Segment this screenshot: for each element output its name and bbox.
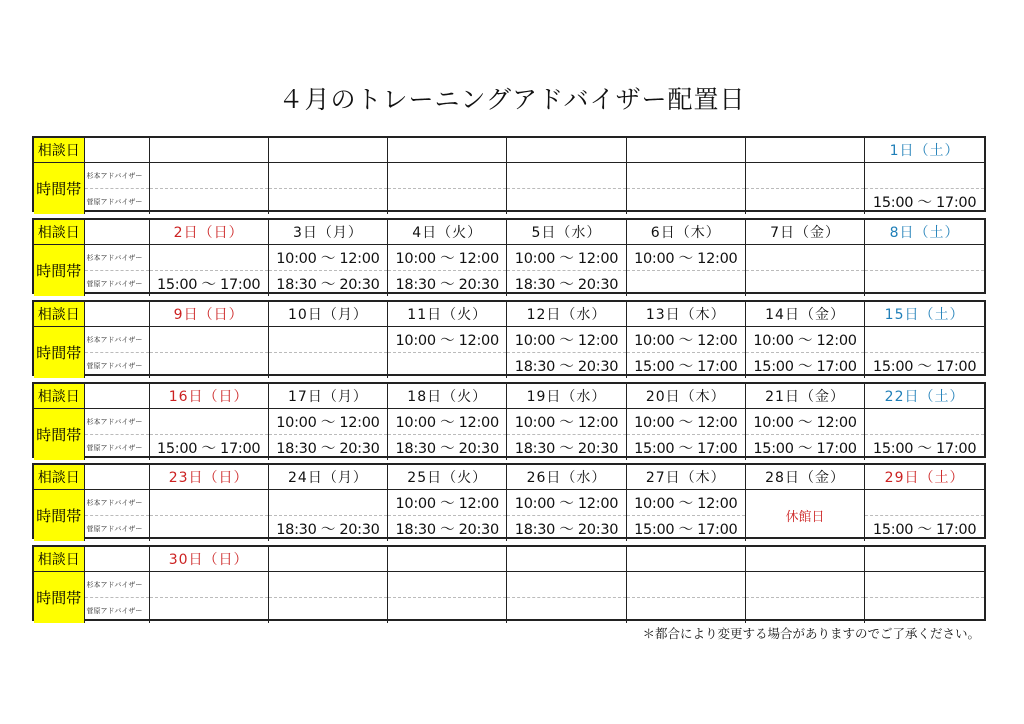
day-header: 13日（木） — [626, 302, 745, 327]
time-cell — [149, 327, 268, 353]
time-cell: 18:30 ～ 20:30 — [268, 271, 387, 297]
time-cell — [865, 271, 984, 297]
week-table — [32, 382, 986, 458]
time-cell — [865, 598, 984, 624]
time-cell: 10:00 ～ 12:00 — [507, 327, 626, 353]
time-cell — [865, 409, 984, 435]
time-cell — [149, 490, 268, 516]
advisor-a-label: 杉本アドバイザー — [84, 409, 149, 435]
time-cell — [865, 245, 984, 271]
day-header: 20日（木） — [626, 384, 745, 409]
time-slot-label: 時間帯 — [34, 572, 84, 624]
time-cell — [745, 271, 864, 297]
day-header — [865, 547, 984, 572]
time-slot-label: 時間帯 — [34, 327, 84, 379]
day-header: 3日（月） — [268, 220, 387, 245]
advisor-b-label: 菅原アドバイザー — [84, 598, 149, 624]
time-cell — [388, 189, 507, 215]
time-cell — [745, 572, 864, 598]
time-cell — [268, 327, 387, 353]
consult-day-label: 相談日 — [34, 547, 84, 572]
time-cell: 18:30 ～ 20:30 — [388, 516, 507, 542]
time-cell: 10:00 ～ 12:00 — [626, 327, 745, 353]
time-cell: 10:00 ～ 12:00 — [388, 327, 507, 353]
time-slot-label: 時間帯 — [34, 490, 84, 542]
advisor-b-label: 菅原アドバイザー — [84, 516, 149, 542]
time-cell — [388, 572, 507, 598]
day-header: 4日（火） — [388, 220, 507, 245]
time-cell — [268, 490, 387, 516]
day-header: 29日（土） — [865, 465, 984, 490]
time-cell — [626, 572, 745, 598]
day-header: 30日（日） — [149, 547, 268, 572]
time-cell — [626, 163, 745, 189]
time-cell: 15:00 ～ 17:00 — [872, 441, 977, 457]
day-header — [268, 138, 387, 163]
consult-day-label: 相談日 — [34, 220, 84, 245]
time-cell — [626, 271, 745, 297]
advisor-b-label: 菅原アドバイザー — [84, 353, 149, 379]
day-header: 8日（土） — [865, 220, 984, 245]
week-table — [32, 136, 986, 212]
day-header: 16日（日） — [149, 384, 268, 409]
time-cell — [149, 189, 268, 215]
day-header: 22日（土） — [865, 384, 984, 409]
day-header: 9日（日） — [149, 302, 268, 327]
time-cell: 15:00 ～ 17:00 — [745, 435, 864, 461]
time-cell: 15:00 ～ 17:00 — [626, 353, 745, 379]
time-cell — [268, 353, 387, 379]
footnote: ＊都合により変更する場合がありますのでご了承ください。 — [642, 626, 980, 641]
time-cell — [149, 409, 268, 435]
day-header — [149, 138, 268, 163]
day-header: 26日（水） — [507, 465, 626, 490]
time-cell: 15:00 ～ 17:00 — [745, 353, 864, 379]
time-cell — [507, 598, 626, 624]
week-table — [32, 218, 986, 294]
time-cell: 15:00 ～ 17:00 — [149, 435, 268, 461]
time-cell: 18:30 ～ 20:30 — [507, 516, 626, 542]
time-cell — [149, 353, 268, 379]
day-header — [507, 547, 626, 572]
time-slot-label: 時間帯 — [34, 409, 84, 461]
day-header: 14日（金） — [745, 302, 864, 327]
time-cell: 18:30 ～ 20:30 — [268, 435, 387, 461]
time-cell: 10:00 ～ 12:00 — [626, 409, 745, 435]
advisor-a-label: 杉本アドバイザー — [84, 327, 149, 353]
day-header: 17日（月） — [268, 384, 387, 409]
closed-day-label: 休館日 — [745, 490, 864, 542]
time-cell — [149, 572, 268, 598]
day-header — [388, 138, 507, 163]
time-cell — [388, 598, 507, 624]
time-cell — [865, 572, 984, 598]
time-cell — [865, 490, 984, 516]
time-cell: 15:00 ～ 17:00 — [626, 435, 745, 461]
advisor-b-label: 菅原アドバイザー — [84, 189, 149, 215]
time-cell: 10:00 ～ 12:00 — [268, 245, 387, 271]
time-cell — [268, 572, 387, 598]
time-cell — [865, 163, 984, 189]
day-header — [626, 547, 745, 572]
day-header: 12日（水） — [507, 302, 626, 327]
day-header: 1日（土） — [865, 138, 984, 163]
time-cell: 15:00 ～ 17:00 — [872, 195, 977, 211]
page-title: ４月のトレーニングアドバイザー配置日 — [278, 85, 746, 114]
day-header: 6日（木） — [626, 220, 745, 245]
advisor-a-label: 杉本アドバイザー — [84, 163, 149, 189]
time-cell — [626, 598, 745, 624]
day-header: 5日（水） — [507, 220, 626, 245]
time-cell — [149, 163, 268, 189]
time-cell — [149, 245, 268, 271]
consult-day-label: 相談日 — [34, 138, 84, 163]
week-table — [32, 545, 986, 621]
day-header: 11日（火） — [388, 302, 507, 327]
day-header — [626, 138, 745, 163]
day-header: 21日（金） — [745, 384, 864, 409]
time-cell — [745, 245, 864, 271]
day-header: 27日（木） — [626, 465, 745, 490]
time-cell — [268, 598, 387, 624]
day-header: 23日（日） — [149, 465, 268, 490]
time-cell: 15:00 ～ 17:00 — [872, 359, 977, 375]
time-cell: 10:00 ～ 12:00 — [388, 245, 507, 271]
time-cell: 10:00 ～ 12:00 — [626, 490, 745, 516]
time-cell: 10:00 ～ 12:00 — [507, 490, 626, 516]
time-cell: 10:00 ～ 12:00 — [388, 490, 507, 516]
day-header — [388, 547, 507, 572]
week-table — [32, 300, 986, 376]
advisor-a-label: 杉本アドバイザー — [84, 490, 149, 516]
time-cell: 15:00 ～ 17:00 — [149, 271, 268, 297]
time-slot-label: 時間帯 — [34, 163, 84, 215]
consult-day-label: 相談日 — [34, 465, 84, 490]
time-cell — [149, 598, 268, 624]
time-cell — [626, 189, 745, 215]
time-cell — [507, 572, 626, 598]
day-header: 10日（月） — [268, 302, 387, 327]
day-header — [745, 138, 864, 163]
time-cell: 10:00 ～ 12:00 — [745, 409, 864, 435]
advisor-b-label: 菅原アドバイザー — [84, 435, 149, 461]
day-header: 25日（火） — [388, 465, 507, 490]
time-cell: 18:30 ～ 20:30 — [268, 516, 387, 542]
time-cell — [268, 189, 387, 215]
time-cell: 15:00 ～ 17:00 — [872, 522, 977, 538]
advisor-a-label: 杉本アドバイザー — [84, 245, 149, 271]
time-cell — [507, 189, 626, 215]
day-header: 7日（金） — [745, 220, 864, 245]
day-header — [507, 138, 626, 163]
time-cell: 15:00 ～ 17:00 — [626, 516, 745, 542]
day-header — [745, 547, 864, 572]
time-cell: 10:00 ～ 12:00 — [388, 409, 507, 435]
time-cell: 18:30 ～ 20:30 — [507, 435, 626, 461]
advisor-a-label: 杉本アドバイザー — [84, 572, 149, 598]
consult-day-label: 相談日 — [34, 302, 84, 327]
time-cell — [149, 516, 268, 542]
day-header: 19日（水） — [507, 384, 626, 409]
time-cell — [745, 189, 864, 215]
time-cell — [745, 598, 864, 624]
time-cell: 10:00 ～ 12:00 — [745, 327, 864, 353]
time-cell — [745, 163, 864, 189]
day-header: 18日（火） — [388, 384, 507, 409]
time-cell: 18:30 ～ 20:30 — [507, 353, 626, 379]
time-slot-label: 時間帯 — [34, 245, 84, 297]
day-header: 15日（土） — [865, 302, 984, 327]
day-header: 24日（月） — [268, 465, 387, 490]
time-cell: 10:00 ～ 12:00 — [507, 409, 626, 435]
day-header: 28日（金） — [745, 465, 864, 490]
time-cell — [388, 353, 507, 379]
time-cell: 18:30 ～ 20:30 — [388, 271, 507, 297]
time-cell — [268, 163, 387, 189]
day-header: 2日（日） — [149, 220, 268, 245]
time-cell: 10:00 ～ 12:00 — [268, 409, 387, 435]
day-header — [268, 547, 387, 572]
advisor-b-label: 菅原アドバイザー — [84, 271, 149, 297]
time-cell: 10:00 ～ 12:00 — [507, 245, 626, 271]
time-cell: 18:30 ～ 20:30 — [388, 435, 507, 461]
week-table — [32, 463, 986, 539]
time-cell: 10:00 ～ 12:00 — [626, 245, 745, 271]
time-cell — [507, 163, 626, 189]
time-cell — [865, 327, 984, 353]
time-cell — [388, 163, 507, 189]
time-cell: 18:30 ～ 20:30 — [507, 271, 626, 297]
consult-day-label: 相談日 — [34, 384, 84, 409]
